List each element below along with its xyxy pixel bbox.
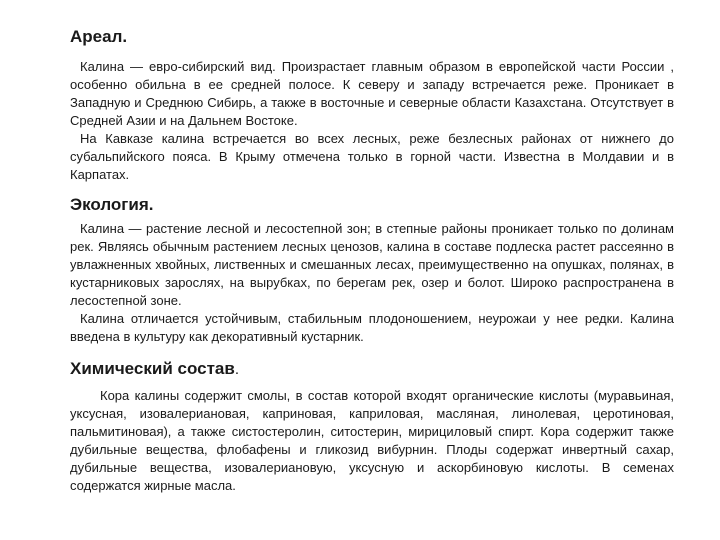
paragraph-ecology-1: Калина — растение лесной и лесостепной зон; в степные районы проникает только по долинам рек. Являясь обычным растением лесных ценозов, калина в составе подлеска растет рассеянно в увлажненных хвойных, лиственных и смешанных лесах, преимущественно на опушках, полянах, в кустарниковых зарослях, на вырубках, по берегам рек, озер и болот. Широко распространена в лесостепной зоне. — [70, 221, 674, 308]
paragraph-areal-2: На Кавказе калина встречается во всех лесных, реже безлесных районах от нижнего до субальпийского пояса. В Крыму отмечена только в горной части. Известна в Молдавии и в Карпатах. — [70, 131, 674, 182]
section-heading-chemistry-text: Химический состав — [70, 359, 235, 378]
paragraph-areal-1: Калина — евро-сибирский вид. Произрастает главным образом в европейской части России , особенно обильна в ее средней полосе. К северу и западу встречается реже. Проникает в Западную и Среднюю Сибирь, а также в восточные и северные области Казахстана. Отсутствует в Средней Азии и на Дальнем Востоке. — [70, 59, 674, 128]
section-heading-areal: Ареал. — [70, 27, 128, 46]
section-heading-chemistry — [70, 358, 674, 381]
section-heading-ecology: Экология. — [70, 195, 154, 214]
document-page — [70, 26, 674, 495]
section-chemistry — [70, 358, 674, 495]
section-ecology — [70, 194, 674, 346]
section-heading-chemistry-period: . — [234, 361, 239, 378]
paragraph-ecology-2: Калина отличается устойчивым, стабильным плодоношением, неурожаи у нее редки. Калина введена в культуру как декоративный кустарник. — [70, 311, 674, 344]
section-areal — [70, 26, 674, 184]
paragraph-chemistry-1: Кора калины содержит смолы, в состав которой входят органические кислоты (муравьиная, уксусная, изовалериановая, каприновая, каприловая, масляная, линолевая, церотиновая, пальмитиновая), а также систостеролин, ситостерин, мирициловый спирт. Кора содержит также дубильные вещества, флобафены и гликозид вибурнин. Плоды содержат инвертный сахар, дубильные вещества, изовалериановую, уксусную и аскорбиновую кислоты. В семенах содержатся жирные масла. — [70, 388, 674, 493]
